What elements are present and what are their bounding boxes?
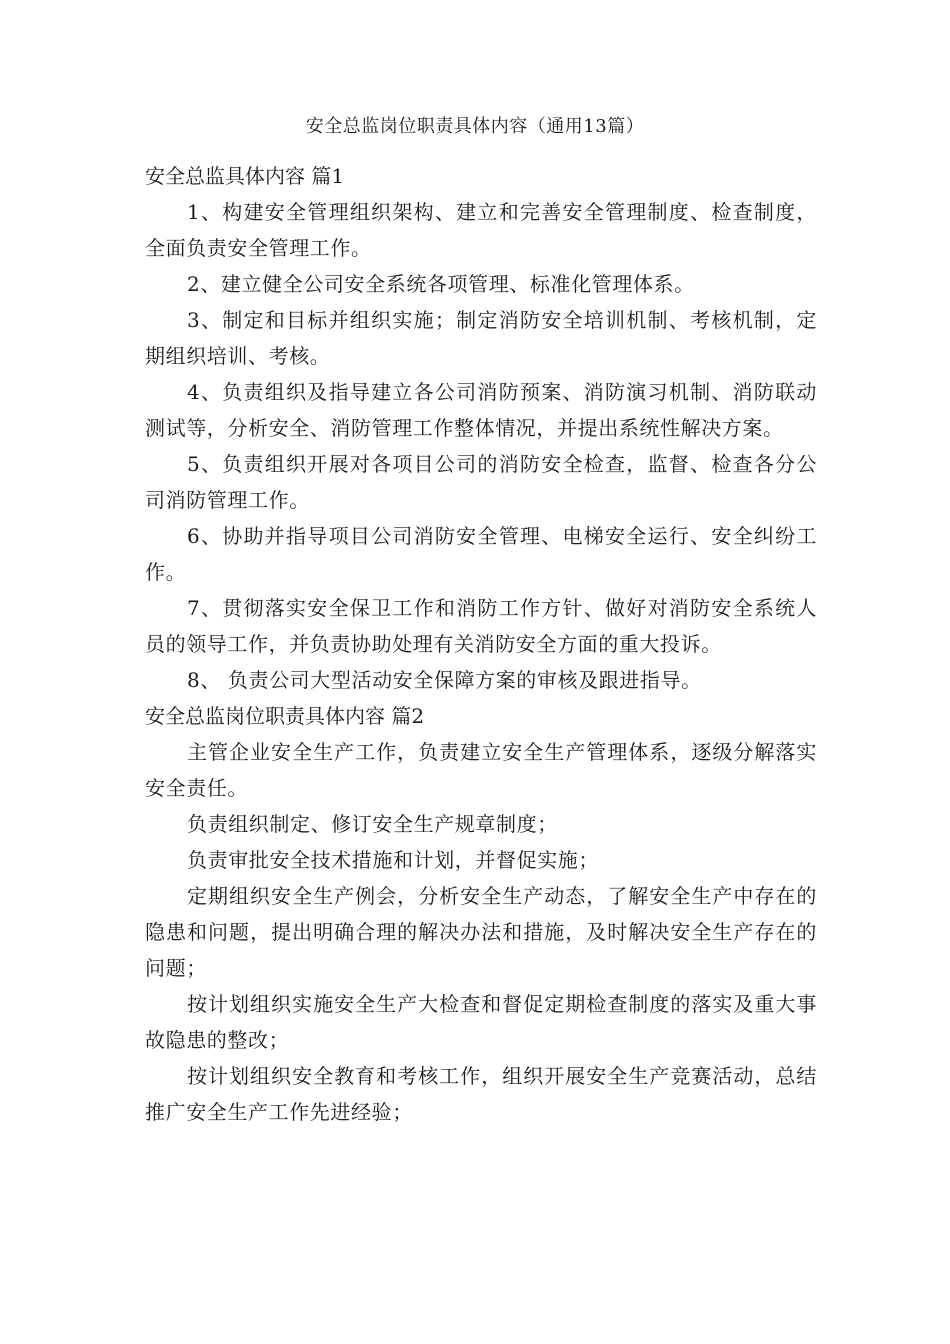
paragraph: 7、贯彻落实安全保卫工作和消防工作方针、做好对消防安全系统人员的领导工作，并负责协助处理有关消防安全方面的重大投诉。	[145, 596, 817, 656]
paragraph: 4、负责组织及指导建立各公司消防预案、消防演习机制、消防联动测试等，分析安全、消防管理工作整体情况，并提出系统性解决方案。	[145, 380, 817, 440]
section-heading: 安全总监岗位职责具体内容 篇2	[145, 704, 425, 728]
paragraph: 主管企业安全生产工作，负责建立安全生产管理体系，逐级分解落实安全责任。	[145, 740, 817, 800]
paragraph: 负责审批安全技术措施和计划，并督促实施；	[187, 848, 599, 872]
paragraph: 负责组织制定、修订安全生产规章制度；	[187, 812, 558, 836]
section-heading: 安全总监具体内容 篇1	[145, 164, 345, 188]
paragraph: 1、构建安全管理组织架构、建立和完善安全管理制度、检查制度，全面负责安全管理工作。	[145, 200, 817, 260]
paragraph: 5、负责组织开展对各项目公司的消防安全检查，监督、检查各分公司消防管理工作。	[145, 452, 817, 512]
document-title: 安全总监岗位职责具体内容（通用13篇）	[305, 116, 645, 137]
paragraph: 6、协助并指导项目公司消防安全管理、电梯安全运行、安全纠纷工作。	[145, 524, 817, 584]
section-2	[145, 698, 817, 1130]
paragraph: 按计划组织实施安全生产大检查和督促定期检查制度的落实及重大事故隐患的整改；	[145, 992, 817, 1052]
paragraph: 2、建立健全公司安全系统各项管理、标准化管理体系。	[187, 272, 695, 296]
paragraph: 定期组织安全生产例会，分析安全生产动态，了解安全生产中存在的隐患和问题，提出明确合理的解决办法和措施，及时解决安全生产存在的问题；	[145, 884, 817, 980]
paragraph: 按计划组织安全教育和考核工作，组织开展安全生产竞赛活动，总结推广安全生产工作先进经验；	[145, 1064, 817, 1124]
paragraph: 8、 负责公司大型活动安全保障方案的审核及跟进指导。	[187, 668, 702, 692]
paragraph: 3、制定和目标并组织实施；制定消防安全培训机制、考核机制，定期组织培训、考核。	[145, 308, 817, 368]
section-1	[145, 158, 817, 698]
document-body	[145, 158, 817, 1130]
